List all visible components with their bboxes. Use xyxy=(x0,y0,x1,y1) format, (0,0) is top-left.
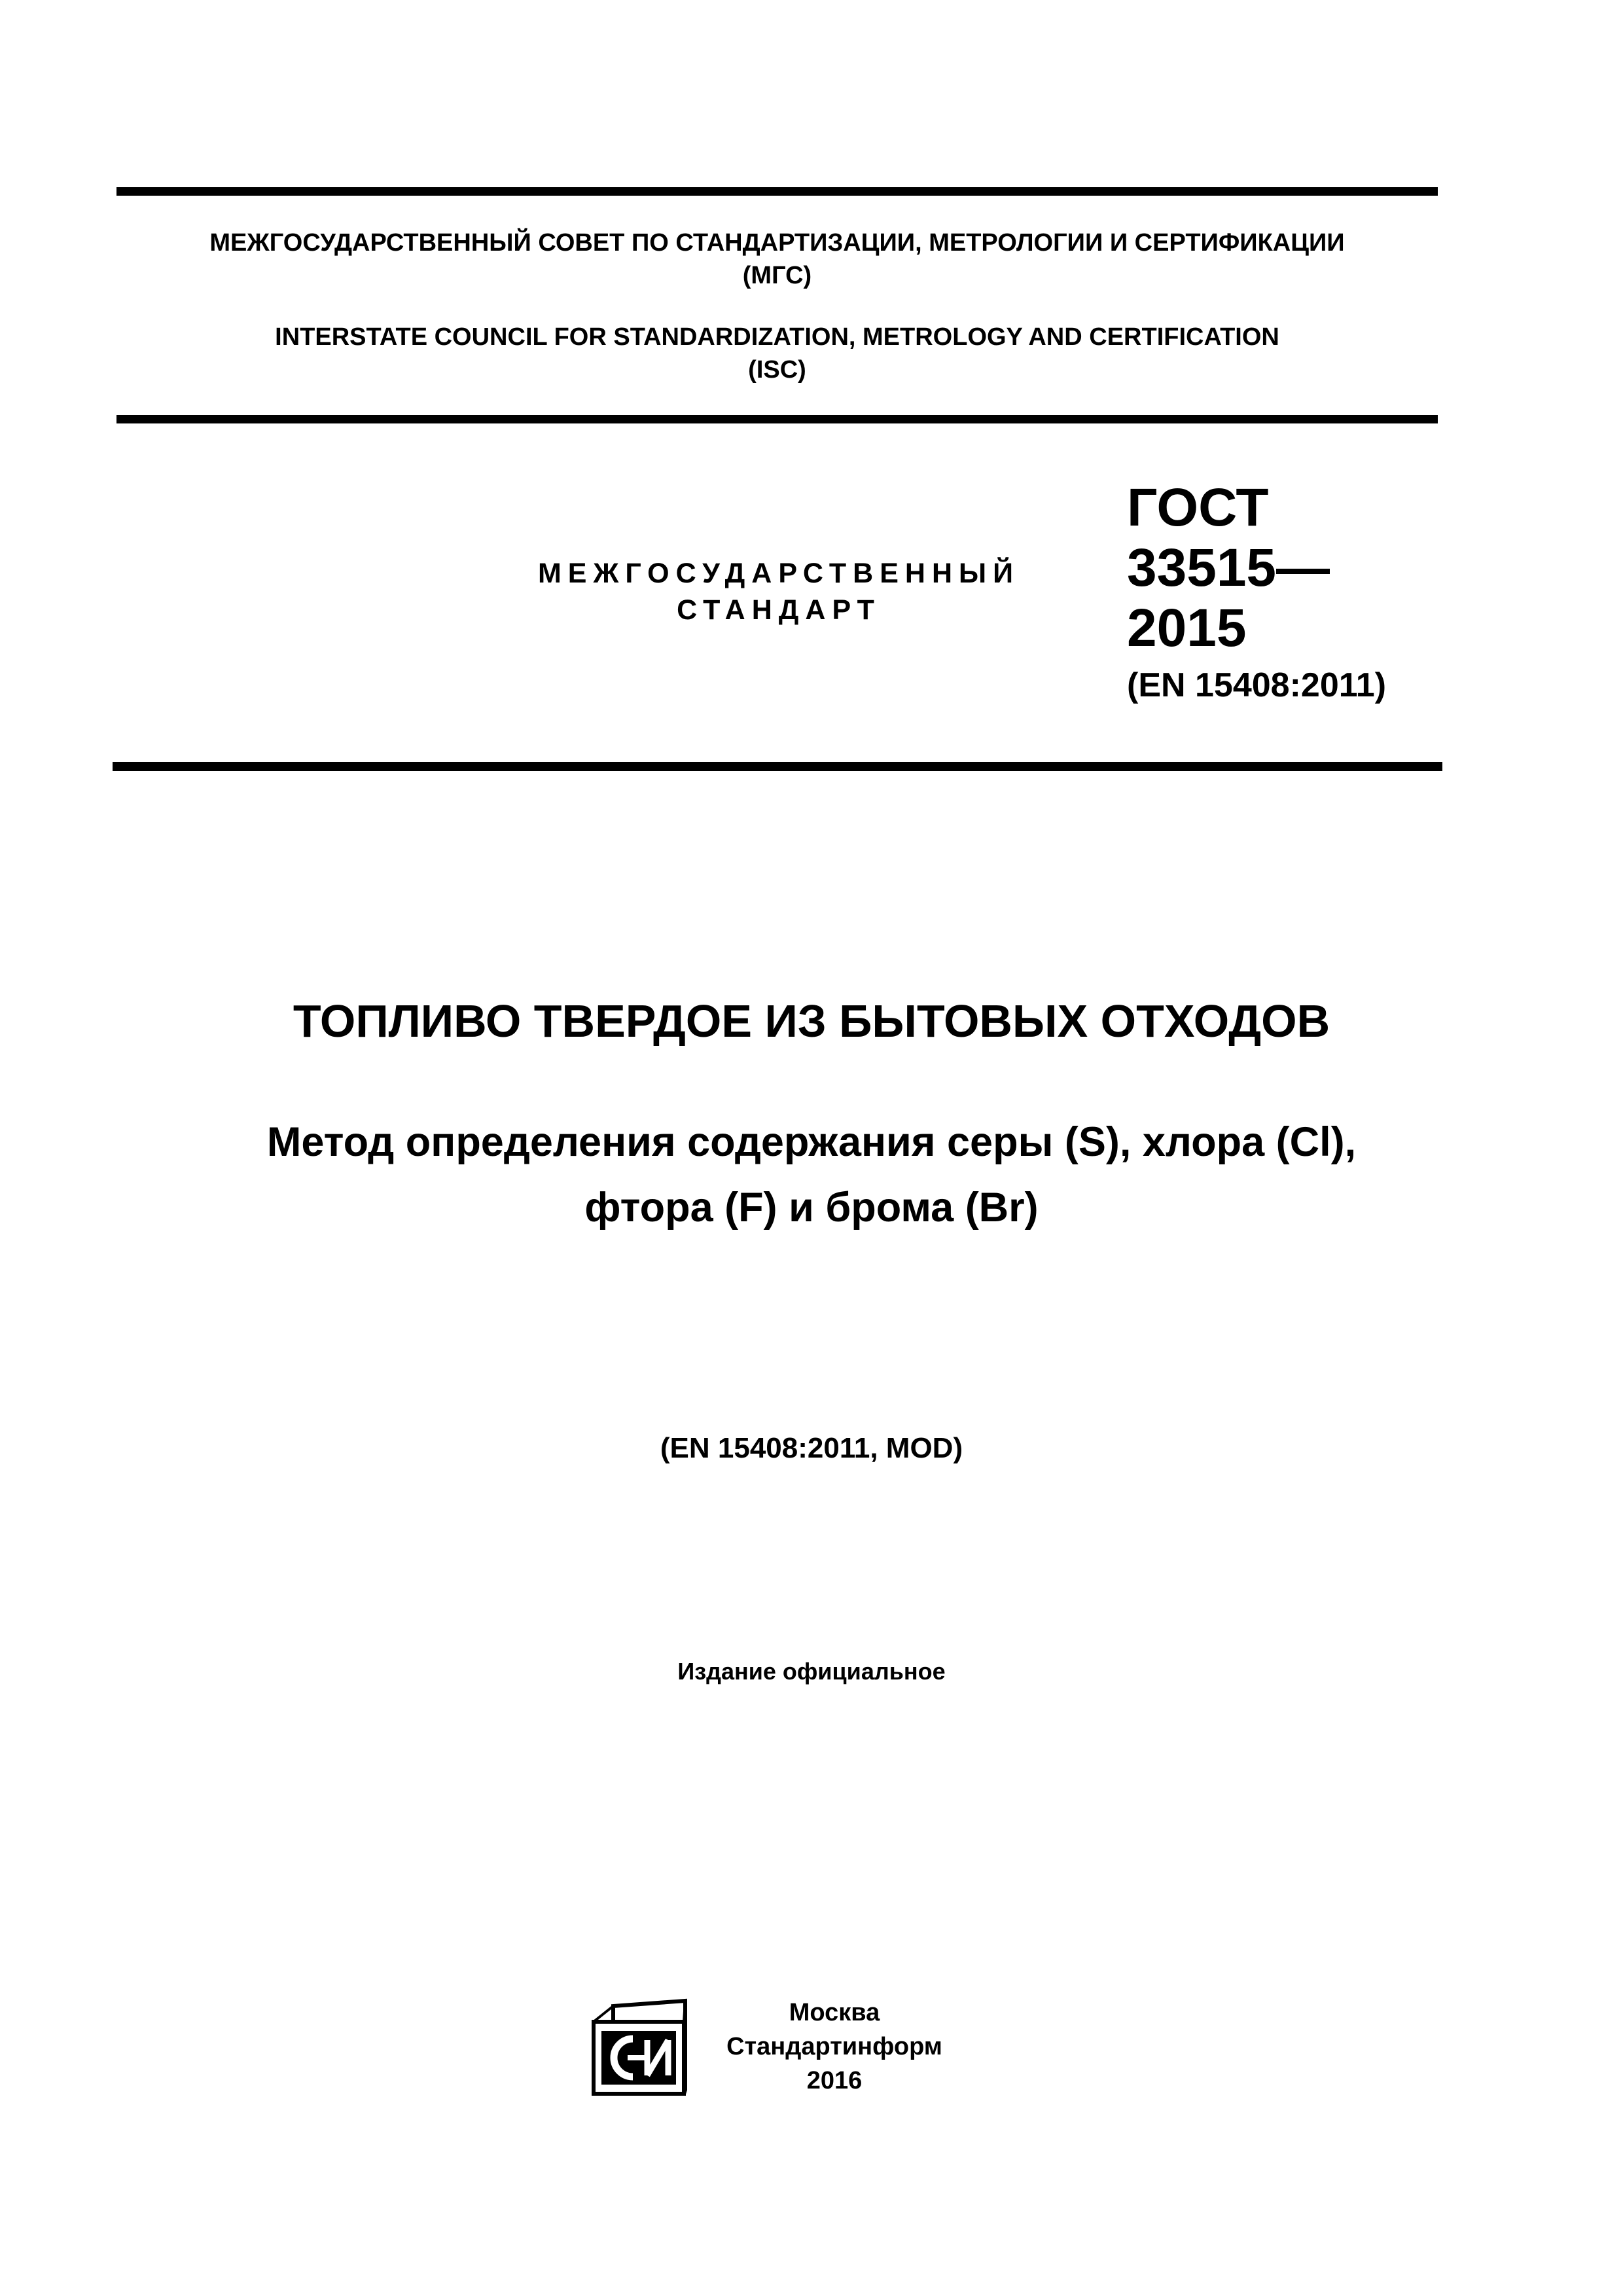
publisher-year: 2016 xyxy=(806,2067,863,2094)
standartinform-logo-icon xyxy=(587,1998,688,2099)
designation-number: 33515— xyxy=(1127,538,1330,598)
standard-kind xyxy=(458,555,1099,628)
designation-prefix: ГОСТ xyxy=(1127,478,1269,537)
council-name-ru xyxy=(116,226,1438,292)
publisher-block xyxy=(697,1996,972,2098)
document-subtitle xyxy=(65,1109,1558,1240)
council-abbr-ru: (МГС) xyxy=(742,262,812,289)
designation-year: 2015 xyxy=(1127,598,1247,658)
subtitle-line1: Метод определения содержания серы (S), хлора (Cl), xyxy=(266,1119,1357,1165)
top-rule xyxy=(116,187,1438,196)
harmonization-note: (EN 15408:2011, MOD) xyxy=(660,1432,963,1464)
council-name-ru-line1: МЕЖГОСУДАРСТВЕННЫЙ СОВЕТ ПО СТАНДАРТИЗАЦИИ, МЕТРОЛОГИИ И СЕРТИФИКАЦИИ xyxy=(209,229,1345,257)
bottom-rule xyxy=(113,762,1442,771)
publisher-name: Стандартинформ xyxy=(726,2033,942,2060)
council-abbr-en: (ISC) xyxy=(748,356,806,384)
designation-ref: (EN 15408:2011) xyxy=(1127,666,1387,704)
edition-note: Издание официальное xyxy=(677,1658,946,1685)
council-name-en xyxy=(116,321,1438,386)
publisher-city: Москва xyxy=(789,1999,880,2026)
middle-rule xyxy=(116,415,1438,423)
council-name-en-line1: INTERSTATE COUNCIL FOR STANDARDIZATION, METROLOGY AND CERTIFICATION xyxy=(275,323,1279,351)
standard-designation xyxy=(1127,478,1454,707)
subtitle-line2: фтора (F) и брома (Br) xyxy=(584,1185,1039,1230)
standard-kind-line1: МЕЖГОСУДАРСТВЕННЫЙ xyxy=(537,558,1020,589)
standard-kind-line2: СТАНДАРТ xyxy=(677,594,881,626)
document-title: ТОПЛИВО ТВЕРДОЕ ИЗ БЫТОВЫХ ОТХОДОВ xyxy=(293,996,1330,1047)
